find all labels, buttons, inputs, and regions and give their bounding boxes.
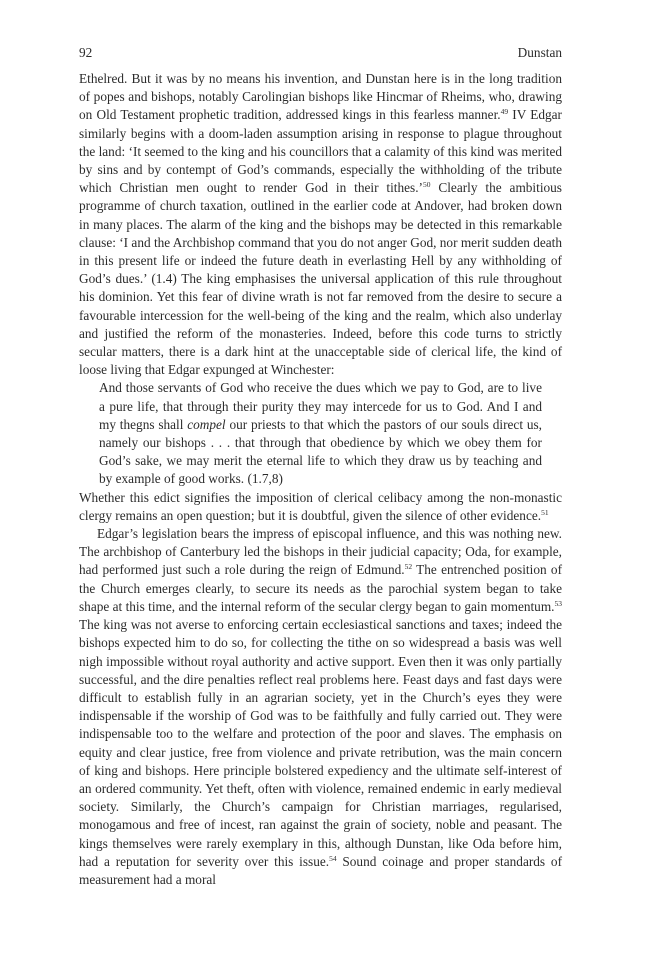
paragraph-text: The king was not averse to enforcing certain ecclesiastical sanctions and taxes; indeed the bishops expected him to do so, for collecting the tithe on so widespread a basis was well nigh impossible without royal authority and active support. Even then it was only partially successful, and the dire penalties reflect real problems here. Feast days and fast days were difficult to establish fully in an agrarian society, yet in the Church’s eyes they were indispensable if the worship of God was to be faithfully and fully carried out. They were indispensable too to the welfare and protection of the poor and slaves. The emphasis on equity and clear justice, free from violence and private retribution, was the main concern of king and bishops. Here principle bolstered expediency and the ultimate self-interest of an ordered community. Yet theft, often with violence, remained endemic in early medieval society. Similarly, the Church’s campaign for Christian marriages, regularised, monogamous and free of incest, ran against the grain of society, noble and peasant. The kings themselves were rarely exemplary in this, although Dunstan, like Oda before him, had a reputation for severity over this issue. (79, 617, 562, 869)
paragraph-text: The entrenched position of the Church emerges clearly, to secure its needs as the parochial system began to take shape at this time, and the internal reform of the secular clergy began to gain momentum. (79, 562, 563, 614)
paragraph-3 (79, 525, 562, 889)
quotation-text (99, 379, 542, 488)
footnote-ref-51: 51 (541, 507, 549, 517)
paragraph-text: Whether this edict signifies the imposition of clerical celibacy among the non-monastic clergy remains an open question; but it is doubtful, given the silence of other evidence. (79, 489, 562, 523)
paragraph-1 (79, 70, 562, 379)
footnote-ref-54: 54 (329, 853, 337, 863)
paragraph-text: Ethelred. But it was by no means his invention, and Dunstan here is in the long tradition of popes and bishops, notably Carolingian bishops like Hincmar of Rheims, who, drawing on Old Testament prophetic tradition, addressed kings in this fearless manner. (79, 71, 562, 123)
paragraph-text: Edgar’s legislation bears the impress of episcopal influence, and this was nothing new. The archbishop of Canterbury led the bishops in their judicial capacity; Oda, for example, had performed just such a role during the reign of Edmund. (79, 526, 562, 578)
footnote-ref-52: 52 (404, 562, 413, 572)
running-title: Dunstan (517, 45, 562, 60)
quote-text: And those servants of God who receive the dues which we pay to God, are to live a pure life, that through their purity they may intercede for us to God. And I and my thegns shall (99, 380, 542, 432)
footnote-ref-50: 50 (422, 180, 431, 190)
footnote-ref-53: 53 (554, 598, 562, 608)
paragraph-text: Sound coinage and proper standards of measurement had a moral (79, 853, 562, 887)
page-number: 92 (79, 45, 93, 60)
running-head (79, 44, 562, 62)
book-page (79, 44, 562, 889)
block-quotation (99, 379, 542, 488)
paragraph-2 (79, 489, 562, 525)
footnote-ref-49: 49 (500, 107, 509, 117)
quote-text: our priests to that which the pastors of our souls direct us, namely our bishops . . . that through that obedience by which we obey them for God’s sake, we may merit the eternal life to which they draw us by teaching and by example of good works. (1.7,8) (99, 416, 542, 487)
emphasized-word: compel (187, 416, 226, 432)
paragraph-text: Clearly the ambitious programme of church taxation, outlined in the earlier code at Andover, had broken down in many places. The alarm of the king and the bishops may be detected in this remarkable clause: ‘I and the Archbishop command that you do not anger God, nor merit sudden death in this present life or indeed the future death in everlasting Hell by any withholding of God’s dues.’ (1.4) The king emphasises the universal application of this rule throughout his dominion. Yet this fear of divine wrath is not far removed from the desire to secure a favourable intercession for the well-being of the king and the realm, which also underlay and justified the reform of the monasteries. Indeed, before this code turns to strictly secular matters, there is a dark hint at the unacceptable side of clerical life, the kind of loose living that Edgar expunged at Winchester: (79, 180, 562, 378)
paragraph-text: IV Edgar similarly begins with a doom-laden assumption arising in response to plague throughout the land: ‘It seemed to the king and his councillors that a calamity of this kind was merited by sins and by contempt of God’s commands, especially the withholding of the tribute which Christian men ought to render God in their tithes.’ (79, 107, 562, 196)
